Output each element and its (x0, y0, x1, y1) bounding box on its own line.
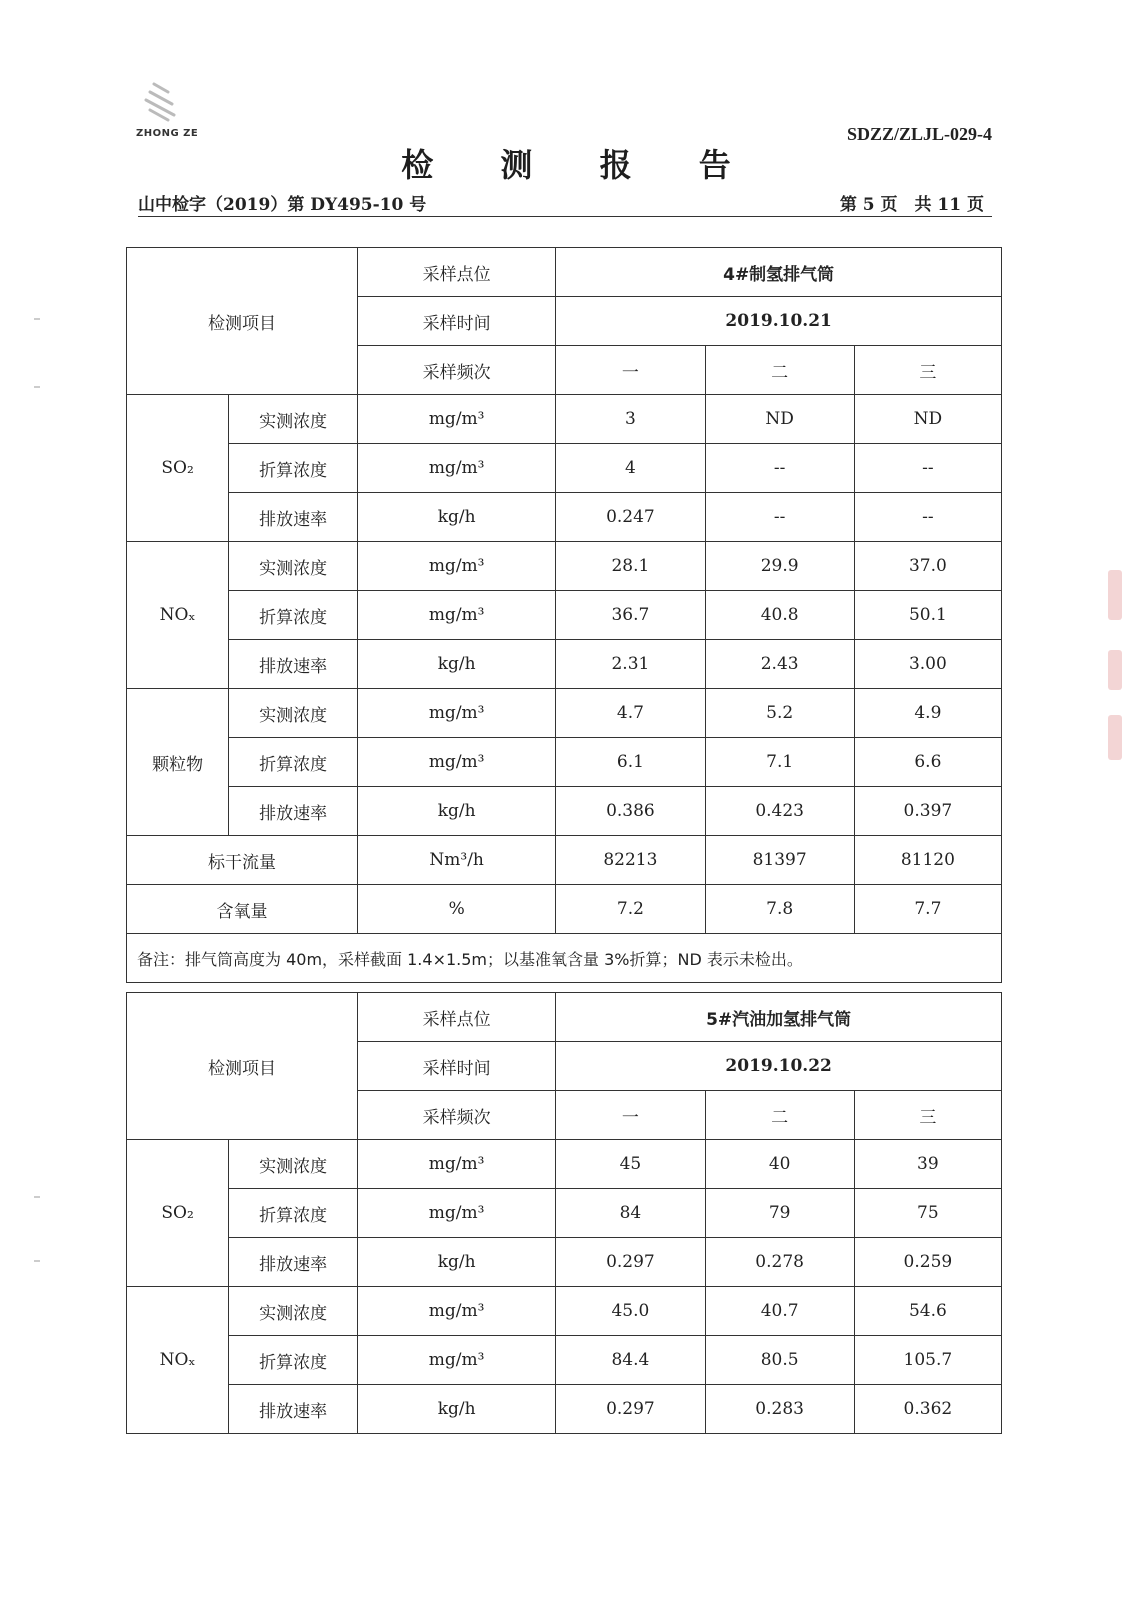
value: 0.386 (556, 787, 705, 836)
value: ND (705, 395, 854, 444)
table-row (127, 395, 1002, 444)
value: 84.4 (556, 1336, 705, 1385)
unit: mg/m³ (358, 395, 556, 444)
unit: Nm³/h (358, 836, 556, 885)
unit: kg/h (358, 640, 556, 689)
value: 81397 (705, 836, 854, 885)
value: 40.7 (705, 1287, 854, 1336)
value: -- (854, 444, 1001, 493)
site-label: 采样点位 (358, 248, 556, 297)
table-note: 备注：排气筒高度为 40m，采样截面 1.4×1.5m；以基准氧含量 3%折算；ND 表示未检出。 (127, 934, 1002, 983)
table-row (127, 787, 1002, 836)
unit: mg/m³ (357, 1189, 555, 1238)
param-label: 排放速率 (229, 640, 358, 689)
param-label: 实测浓度 (229, 689, 358, 738)
value: -- (854, 493, 1001, 542)
date-value: 2019.10.21 (556, 297, 1002, 346)
value: 0.397 (854, 787, 1001, 836)
value: 28.1 (556, 542, 705, 591)
scan-mark (34, 1260, 40, 1262)
unit: kg/h (358, 493, 556, 542)
site-value: 4#制氢排气筒 (556, 248, 1002, 297)
param-label: 排放速率 (229, 493, 358, 542)
unit: mg/m³ (357, 1287, 555, 1336)
date-value: 2019.10.22 (556, 1042, 1002, 1091)
unit: % (358, 885, 556, 934)
table-row (127, 444, 1002, 493)
freq-3: 三 (854, 346, 1001, 395)
logo-text: ZHONG ZE (136, 128, 199, 139)
value: 0.362 (854, 1385, 1001, 1434)
table-row (127, 1238, 1002, 1287)
value: 45 (556, 1140, 705, 1189)
value: 2.43 (705, 640, 854, 689)
freq-1: 一 (556, 346, 705, 395)
param-label: 排放速率 (229, 1238, 358, 1287)
unit: kg/h (358, 787, 556, 836)
unit: mg/m³ (358, 738, 556, 787)
time-label: 采样时间 (358, 297, 556, 346)
scan-mark (34, 1196, 40, 1198)
table-row (127, 1336, 1002, 1385)
value: 29.9 (705, 542, 854, 591)
value: 54.6 (854, 1287, 1001, 1336)
value: 81120 (854, 836, 1001, 885)
results-table-5 (126, 992, 1002, 1434)
freq-label: 采样频次 (357, 1091, 555, 1140)
logo-stripes-icon (140, 80, 184, 126)
unit: mg/m³ (358, 542, 556, 591)
pollutant-nox: NOₓ (127, 1287, 229, 1434)
freq-1: 一 (556, 1091, 705, 1140)
param-label: 折算浓度 (229, 444, 358, 493)
pollutant-so2: SO₂ (127, 1140, 229, 1287)
freq-3: 三 (854, 1091, 1001, 1140)
table-row (127, 640, 1002, 689)
param-label: 排放速率 (229, 1385, 358, 1434)
unit: mg/m³ (358, 689, 556, 738)
unit: kg/h (357, 1238, 555, 1287)
seal-edge (1108, 650, 1122, 690)
value: 7.8 (705, 885, 854, 934)
value: 0.247 (556, 493, 705, 542)
table-row (127, 689, 1002, 738)
param-label: 折算浓度 (229, 591, 358, 640)
table-row (127, 1140, 1002, 1189)
value: -- (705, 444, 854, 493)
param-label: 排放速率 (229, 787, 358, 836)
item-header: 检测项目 (127, 248, 358, 395)
site-label: 采样点位 (357, 993, 555, 1042)
param-label: 实测浓度 (229, 542, 358, 591)
unit: mg/m³ (357, 1140, 555, 1189)
value: 7.1 (705, 738, 854, 787)
param-label: 实测浓度 (229, 395, 358, 444)
value: -- (705, 493, 854, 542)
value: 5.2 (705, 689, 854, 738)
table-row (127, 738, 1002, 787)
value: 0.259 (854, 1238, 1001, 1287)
table-row (127, 836, 1002, 885)
value: 50.1 (854, 591, 1001, 640)
value: 75 (854, 1189, 1001, 1238)
page-number: 第 5 页 共 11 页 (839, 195, 984, 215)
table-row (127, 493, 1002, 542)
page-title: 检 测 报 告 (401, 146, 759, 184)
value: 4 (556, 444, 705, 493)
value: 39 (854, 1140, 1001, 1189)
value: 0.423 (705, 787, 854, 836)
seal-edge (1108, 715, 1122, 760)
freq-2: 二 (705, 346, 854, 395)
oxygen-label: 含氧量 (127, 885, 358, 934)
value: 37.0 (854, 542, 1001, 591)
value: 2.31 (556, 640, 705, 689)
value: 40.8 (705, 591, 854, 640)
param-label: 实测浓度 (229, 1287, 358, 1336)
freq-2: 二 (705, 1091, 854, 1140)
param-label: 折算浓度 (229, 1336, 358, 1385)
value: 0.278 (705, 1238, 854, 1287)
pollutant-particulate: 颗粒物 (127, 689, 229, 836)
value: ND (854, 395, 1001, 444)
company-logo (132, 80, 202, 142)
table-row (127, 885, 1002, 934)
results-table-4 (126, 247, 1002, 983)
flow-label: 标干流量 (127, 836, 358, 885)
value: 6.1 (556, 738, 705, 787)
site-value: 5#汽油加氢排气筒 (556, 993, 1002, 1042)
value: 40 (705, 1140, 854, 1189)
param-label: 折算浓度 (229, 738, 358, 787)
table-row (127, 1189, 1002, 1238)
table-row (127, 1385, 1002, 1434)
pollutant-nox: NOₓ (127, 542, 229, 689)
value: 7.7 (854, 885, 1001, 934)
unit: mg/m³ (357, 1336, 555, 1385)
value: 0.283 (705, 1385, 854, 1434)
value: 80.5 (705, 1336, 854, 1385)
report-number: 山中检字（2019）第 DY495-10 号 (138, 195, 427, 215)
value: 4.9 (854, 689, 1001, 738)
unit: mg/m³ (358, 444, 556, 493)
table-row (127, 542, 1002, 591)
value: 36.7 (556, 591, 705, 640)
value: 3 (556, 395, 705, 444)
pollutant-so2: SO₂ (127, 395, 229, 542)
unit: kg/h (357, 1385, 555, 1434)
value: 4.7 (556, 689, 705, 738)
scan-mark (34, 386, 40, 388)
item-header: 检测项目 (127, 993, 358, 1140)
value: 82213 (556, 836, 705, 885)
value: 7.2 (556, 885, 705, 934)
report-header (138, 184, 992, 214)
document-code: SDZZ/ZLJL-029-4 (846, 124, 992, 144)
time-label: 采样时间 (357, 1042, 555, 1091)
freq-label: 采样频次 (358, 346, 556, 395)
value: 0.297 (556, 1385, 705, 1434)
value: 6.6 (854, 738, 1001, 787)
value: 79 (705, 1189, 854, 1238)
param-label: 实测浓度 (229, 1140, 358, 1189)
table-row (127, 591, 1002, 640)
scan-mark (34, 318, 40, 320)
seal-edge (1108, 570, 1122, 620)
value: 84 (556, 1189, 705, 1238)
value: 0.297 (556, 1238, 705, 1287)
param-label: 折算浓度 (229, 1189, 358, 1238)
header-divider (138, 216, 992, 217)
value: 105.7 (854, 1336, 1001, 1385)
table-row (127, 1287, 1002, 1336)
value: 3.00 (854, 640, 1001, 689)
unit: mg/m³ (358, 591, 556, 640)
value: 45.0 (556, 1287, 705, 1336)
